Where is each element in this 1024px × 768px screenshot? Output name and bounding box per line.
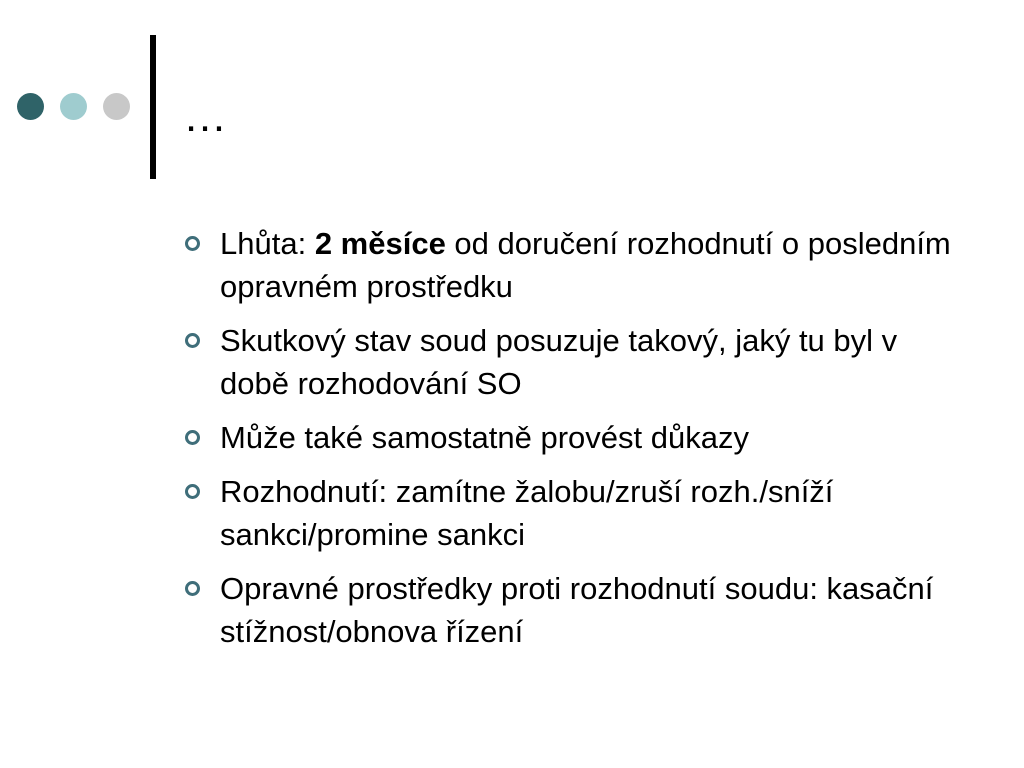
bullet-ring-icon xyxy=(185,430,200,445)
bullet-bold-text: 2 měsíce xyxy=(314,226,446,261)
bullet-text: Opravné prostředky proti rozhodnutí soudu: kasační stížnost/obnova řízení xyxy=(220,571,934,649)
decorative-dots xyxy=(0,0,140,140)
bullet-item xyxy=(183,470,963,556)
bullet-item xyxy=(183,416,963,459)
bullet-text: Skutkový stav soud posuzuje takový, jaký tu byl v době rozhodování SO xyxy=(220,323,898,401)
bullet-text xyxy=(220,226,951,304)
gray-dot xyxy=(103,93,130,120)
bullet-text: Rozhodnutí: zamítne žalobu/zruší rozh./sníží sankci/promine sankci xyxy=(220,474,834,552)
slide-title: … xyxy=(183,92,229,141)
bullet-list xyxy=(183,222,963,664)
bullet-item xyxy=(183,222,963,308)
bullet-item xyxy=(183,319,963,405)
bullet-ring-icon xyxy=(185,333,200,348)
light-teal-dot xyxy=(60,93,87,120)
title-divider-line xyxy=(150,35,156,179)
bullet-prefix: Lhůta: xyxy=(220,226,315,261)
bullet-ring-icon xyxy=(185,581,200,596)
bullet-ring-icon xyxy=(185,236,200,251)
bullet-suffix: od doručení rozhodnutí o posledním opravném prostředku xyxy=(220,226,951,304)
bullet-ring-icon xyxy=(185,484,200,499)
bullet-text: Může také samostatně provést důkazy xyxy=(220,420,749,455)
bullet-item xyxy=(183,567,963,653)
dark-teal-dot xyxy=(17,93,44,120)
